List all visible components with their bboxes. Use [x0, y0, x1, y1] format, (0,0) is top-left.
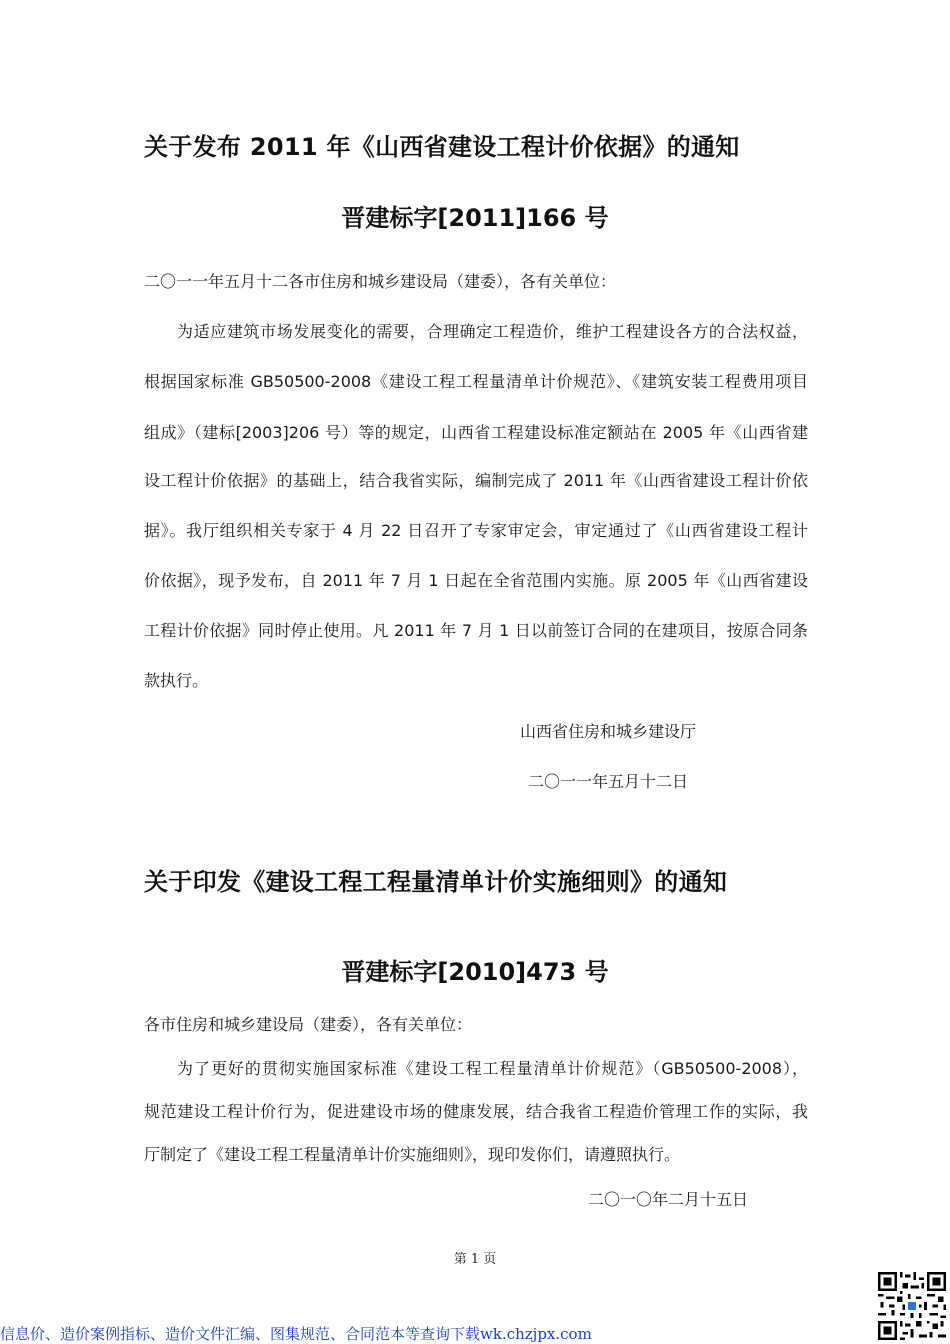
notice1-body-line: 款执行。	[144, 671, 209, 690]
notice2-doc-number: 晋建标字[2010]473 号	[341, 958, 609, 986]
notice1-title: 关于发布 2011 年《山西省建设工程计价依据》的通知	[144, 133, 740, 161]
notice1-body-line: 设工程计价依据》的基础上，结合我省实际，编制完成了 2011 年《山西省建设工程计价依	[144, 471, 808, 490]
notice1-body-line: 为适应建筑市场发展变化的需要，合理确定工程造价，维护工程建设各方的合法权益，	[177, 322, 808, 341]
page-number: 第 1 页	[453, 1252, 497, 1267]
notice1-issuer: 山西省住房和城乡建设厅	[520, 722, 697, 741]
notice1-salutation: 二〇一一年五月十二各市住房和城乡建设局（建委），各有关单位：	[144, 272, 617, 291]
notice1-body-line: 组成》（建标[2003]206 号）等的规定，山西省工程建设标准定额站在 2005 年《山西省建	[144, 423, 808, 442]
notice1-body-line: 根据国家标准 GB50500-2008《建设工程工程量清单计价规范》、《建筑安装工程费用项目	[144, 372, 808, 391]
notice1-body-line: 据》。我厅组织相关专家于 4 月 22 日召开了专家审定会，审定通过了《山西省建设工程计	[144, 521, 808, 540]
notice2-date: 二〇一〇年二月十五日	[588, 1190, 749, 1209]
notice1-body-line: 工程计价依据》同时停止使用。凡 2011 年 7 月 1 日以前签订合同的在建项目，按原合同条	[144, 621, 808, 640]
notice2-body-line: 为了更好的贯彻实施国家标准《建设工程工程量清单计价规范》（GB50500-2008），	[177, 1059, 808, 1078]
notice2-salutation: 各市住房和城乡建设局（建委），各有关单位：	[144, 1015, 473, 1034]
footer-ad-link[interactable]: 信息价、造价案例指标、造价文件汇编、图集规范、合同范本等查询下载wk.chzjpx.com	[0, 1325, 592, 1343]
notice2-body-line: 厅制定了《建设工程工程量清单计价实施细则》，现印发你们，请遵照执行。	[144, 1145, 681, 1164]
notice1-date: 二〇一一年五月十二日	[528, 772, 689, 791]
notice1-body-line: 价依据》，现予发布，自 2011 年 7 月 1 日起在全省范围内实施。原 2005 年《山西省建设	[144, 571, 808, 590]
qr-code-icon	[878, 1272, 946, 1340]
notice1-doc-number: 晋建标字[2011]166 号	[341, 204, 609, 232]
notice2-body-line: 规范建设工程计价行为，促进建设市场的健康发展，结合我省工程造价管理工作的实际，我	[144, 1102, 808, 1121]
notice2-title: 关于印发《建设工程工程量清单计价实施细则》的通知	[144, 868, 728, 896]
